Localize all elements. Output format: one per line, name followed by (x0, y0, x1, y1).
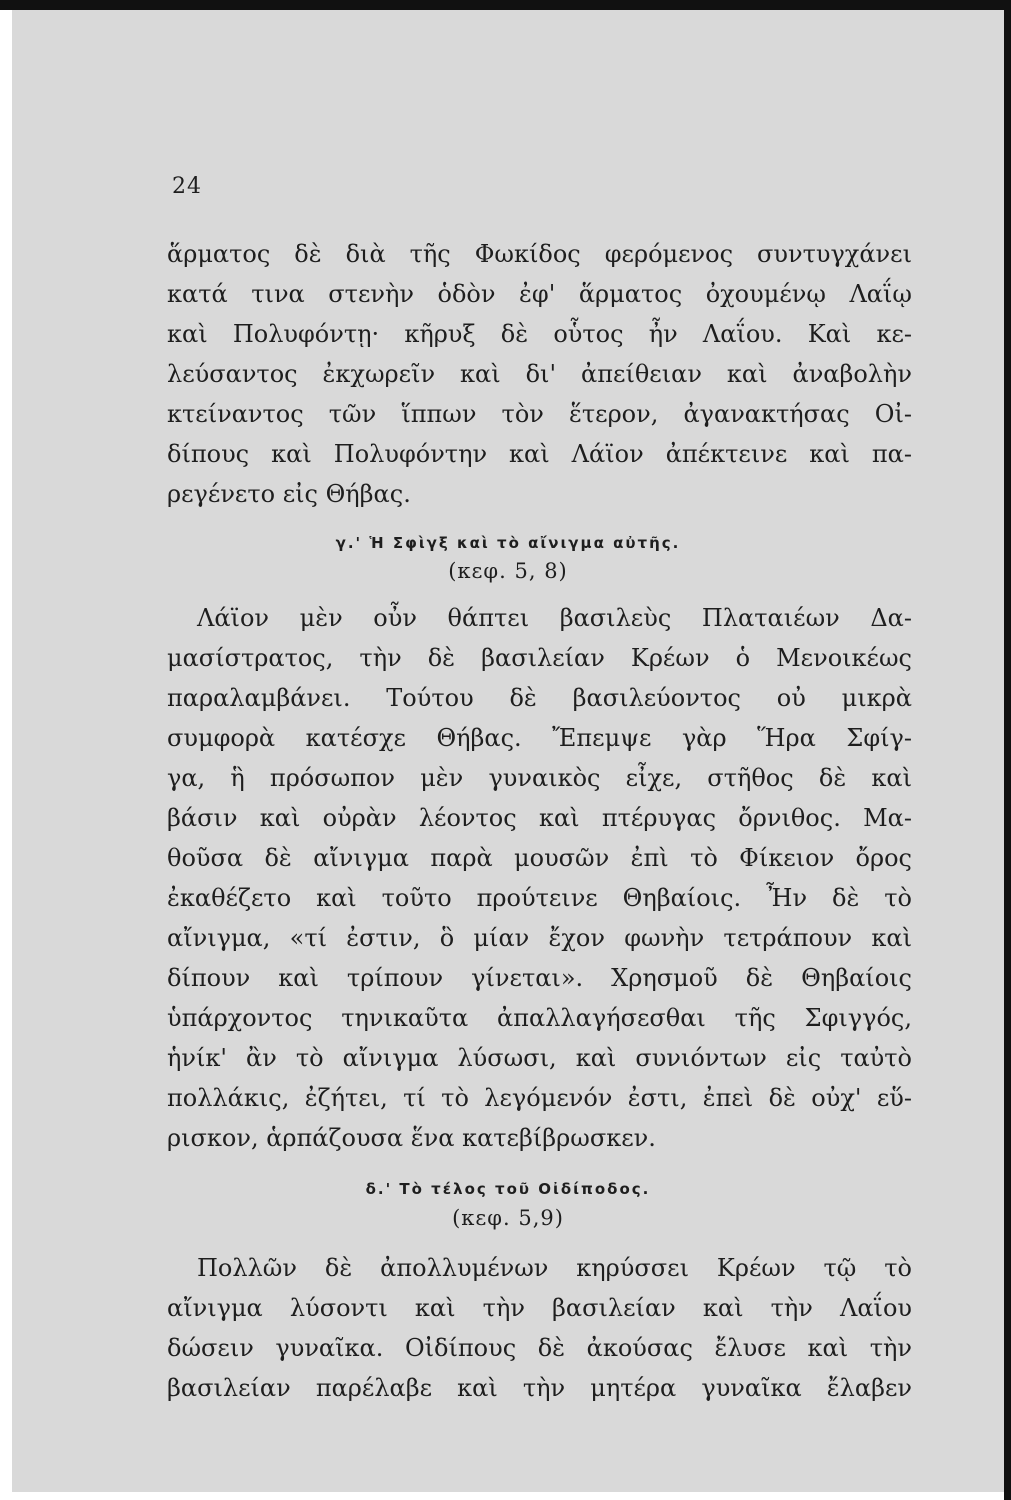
text-line: θοῦσα δὲ αἴνιγμα παρὰ μουσῶν ἐπὶ τὸ Φίκειον ὄρος (167, 844, 912, 872)
section-heading: γ.' Ἡ Σφὶγξ καὶ τὸ αἴνιγμα αὐτῆς. (335, 534, 681, 552)
text-line: μασίστρατος, τὴν δὲ βασιλείαν Κρέων ὁ Μενοικέως (167, 644, 912, 672)
text-line: κατά τινα στενὴν ὁδὸν ἐφ' ἅρματος ὀχουμένῳ Λαΐῳ (167, 280, 912, 308)
text-line: ρισκον, ἁρπάζουσα ἕνα κατεβίβρωσκεν. (167, 1124, 656, 1152)
scan-right-edge (1004, 0, 1011, 1500)
text-line: καὶ Πολυφόντῃ· κῆρυξ δὲ οὗτος ἦν Λαΐου. Καὶ κε- (167, 320, 912, 348)
text-line: δώσειν γυναῖκα. Οἰδίπους δὲ ἀκούσας ἔλυσε καὶ τὴν (167, 1334, 912, 1362)
text-line: ἐκαθέζετο καὶ τοῦτο προύτεινε Θηβαίοις. Ἦν δὲ τὸ (167, 884, 912, 912)
section-reference: (κεφ. 5, 8) (448, 559, 568, 583)
page-number: 24 (172, 174, 202, 199)
text-line: δίπουν καὶ τρίπουν γίνεται». Χρησμοῦ δὲ Θηβαίοις (167, 964, 912, 992)
section-heading: δ.' Τὸ τέλος τοῦ Οἰδίποδος. (365, 1180, 651, 1198)
text-line: παραλαμβάνει. Τούτου δὲ βασιλεύοντος οὐ μικρὰ (167, 684, 912, 712)
book-page (12, 10, 1004, 1492)
text-line: Λάϊον μὲν οὖν θάπτει βασιλεὺς Πλαταιέων Δα- (197, 604, 912, 632)
text-line: βασιλείαν παρέλαβε καὶ τὴν μητέρα γυναῖκα ἔλαβεν (167, 1374, 912, 1402)
text-line: δίπους καὶ Πολυφόντην καὶ Λάϊον ἀπέκτεινε καὶ πα- (167, 440, 912, 468)
text-line: πολλάκις, ἐζήτει, τί τὸ λεγόμενόν ἐστι, ἐπεὶ δὲ οὐχ' εὕ- (167, 1084, 912, 1112)
section-reference: (κεφ. 5,9) (452, 1206, 564, 1230)
text-line: αἴνιγμα, «τί ἐστιν, ὃ μίαν ἔχον φωνὴν τετράπουν καὶ (167, 924, 912, 952)
text-line: ὑπάρχοντος τηνικαῦτα ἀπαλλαγήσεσθαι τῆς Σφιγγός, (167, 1004, 912, 1032)
scan-top-edge (0, 0, 1011, 10)
text-line: κτείναντος τῶν ἵππων τὸν ἕτερον, ἀγανακτήσας Οἰ- (167, 400, 912, 428)
text-line: Πολλῶν δὲ ἀπολλυμένων κηρύσσει Κρέων τῷ τὸ (197, 1254, 912, 1282)
text-line: συμφορὰ κατέσχε Θήβας. Ἔπεμψε γὰρ Ἥρα Σφίγ- (167, 724, 912, 752)
text-line: ἅρματος δὲ διὰ τῆς Φωκίδος φερόμενος συντυγχάνει (167, 240, 912, 268)
text-line: λεύσαντος ἐκχωρεῖν καὶ δι' ἀπείθειαν καὶ ἀναβολὴν (167, 360, 912, 388)
text-line: ρεγένετο εἰς Θήβας. (167, 480, 411, 508)
text-line: βάσιν καὶ οὐρὰν λέοντος καὶ πτέρυγας ὄρνιθος. Μα- (167, 804, 912, 832)
text-line: γα, ἣ πρόσωπον μὲν γυναικὸς εἶχε, στῆθος δὲ καὶ (167, 764, 912, 792)
text-line: ἡνίκ' ἂν τὸ αἴνιγμα λύσωσι, καὶ συνιόντων εἰς ταὐτὸ (167, 1044, 912, 1072)
text-line: αἴνιγμα λύσοντι καὶ τὴν βασιλείαν καὶ τὴν Λαΐου (167, 1294, 912, 1322)
